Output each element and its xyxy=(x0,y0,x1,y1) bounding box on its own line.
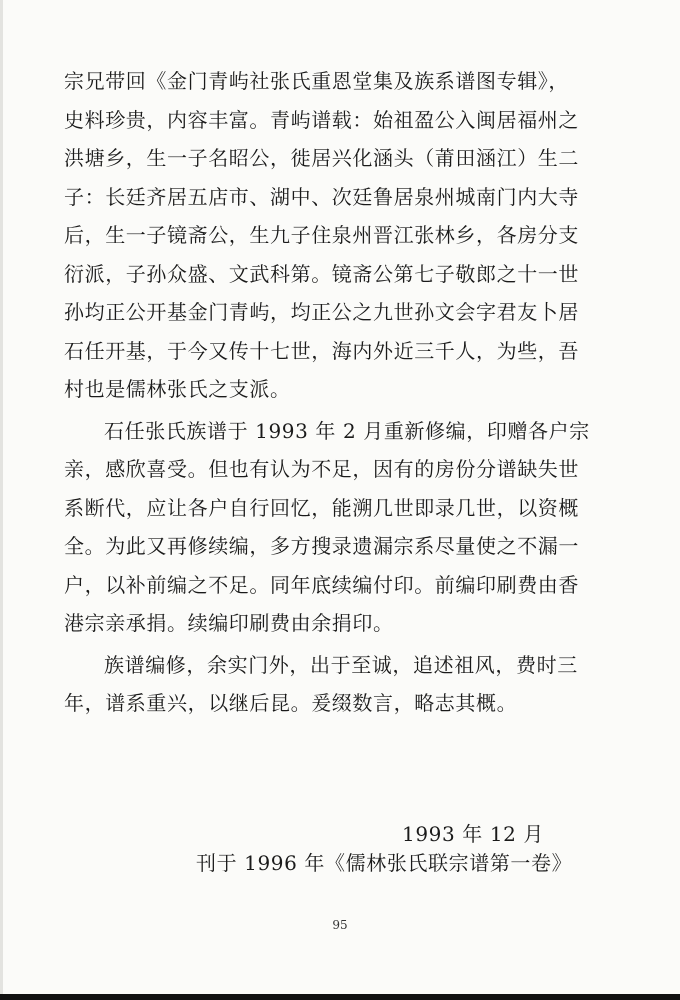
text-line: 后，生一子镜斋公，生九子住泉州晋江张林乡，各房分支 xyxy=(64,223,579,247)
text-line: 孙均正公开基金门青屿，均正公之九世孙文会字君友卜居 xyxy=(64,300,579,324)
paragraph-2 xyxy=(64,412,624,643)
text-line: 全。为此又再修续编，多方搜录遗漏宗系尽量使之不漏一 xyxy=(64,534,579,558)
scan-edge-bottom xyxy=(0,994,680,1000)
text-line: 族谱编修，余实门外，出于至诚，追述祖风，费时三 xyxy=(104,652,578,677)
text-line: 石任张氏族谱于 1993 年 2 月重新修编，印赠各户宗 xyxy=(104,418,590,443)
text-line: 子：长廷齐居五店市、湖中、次廷鲁居泉州城南门内大寺 xyxy=(64,184,579,209)
text-line: 史料珍贵，内容丰富。青屿谱载：始祖盈公入闽居福州之 xyxy=(64,107,579,132)
text-line: 户，以补前编之不足。同年底续编付印。前编印刷费由香 xyxy=(64,572,579,597)
text-line: 石任开基，于今又传十七世，海内外近三千人，为些，吾 xyxy=(64,338,579,363)
text-line: 衍派，子孙众盛、文武科第。镜斋公第七子敬郎之十一世 xyxy=(64,261,579,286)
signature-date: 1993 年 12 月 xyxy=(402,822,545,846)
text-line: 亲，感欣喜受。但也有认为不足，因有的房份分谱缺失世 xyxy=(64,457,579,481)
paragraph-1 xyxy=(64,62,624,409)
text-line: 年，谱系重兴，以继后昆。爰缀数言，略志其概。 xyxy=(64,691,518,715)
text-line: 港宗亲承捐。续编印刷费由余捐印。 xyxy=(64,611,394,635)
scan-edge-left xyxy=(0,0,3,1000)
paragraph-3 xyxy=(64,646,624,723)
text-line: 系断代，应让各户自行回忆，能溯几世即录几世，以资概 xyxy=(64,495,579,520)
page-number: 95 xyxy=(332,918,348,932)
publication-source: 刊于 1996 年《儒林张氏联宗谱第一卷》 xyxy=(196,851,573,875)
text-line: 宗兄带回《金门青屿社张氏重恩堂集及族系谱图专辑》， xyxy=(64,69,569,93)
text-line: 洪塘乡，生一子名昭公，徙居兴化涵头（莆田涵江）生二 xyxy=(64,146,579,170)
body-text xyxy=(64,62,624,723)
text-line: 村也是儒林张氏之支派。 xyxy=(64,377,291,401)
